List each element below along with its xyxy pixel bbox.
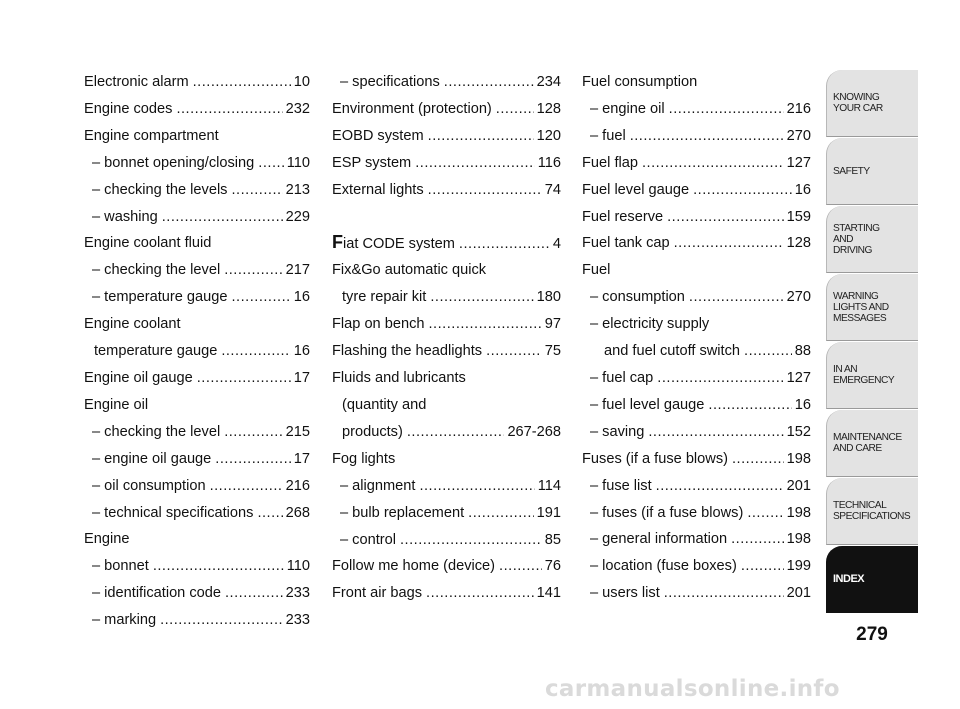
entry-page-number: 128 [536, 100, 561, 117]
entry-page-number: 127 [786, 369, 811, 386]
index-entry [332, 69, 561, 96]
entry-label: Engine coolant fluid [84, 235, 212, 252]
leader-dots [231, 177, 282, 204]
leader-dots [664, 580, 784, 607]
entry-page-number: 216 [786, 100, 811, 117]
entry-page-number: 110 [286, 154, 310, 171]
index-entry [582, 257, 811, 284]
entry-page-number: 216 [285, 477, 310, 494]
index-entry [582, 69, 811, 96]
entry-label: Engine compartment [84, 127, 219, 144]
index-entry [84, 580, 310, 607]
entry-label: Fuel tank cap [582, 235, 670, 252]
leader-dots [153, 553, 284, 580]
entry-label: – technical specifications [92, 504, 254, 521]
index-entry [84, 96, 310, 123]
entry-label: Front air bags [332, 585, 423, 602]
entry-label: – engine oil [590, 100, 665, 117]
entry-label: Flap on bench [332, 316, 425, 333]
entry-label: – location (fuse boxes) [590, 558, 737, 575]
entry-label: products) [342, 423, 403, 440]
entry-label: Fuel flap [582, 154, 638, 171]
leader-dots [689, 284, 784, 311]
index-entry [84, 553, 310, 580]
index-entry [84, 177, 310, 204]
leader-dots [669, 96, 784, 123]
tab-label: KNOWING YOUR CAR [833, 92, 883, 114]
tab-label: IN AN EMERGENCY [833, 364, 895, 386]
leader-dots [428, 123, 534, 150]
entry-page-number: 268 [285, 504, 310, 521]
index-entry [582, 230, 811, 257]
leader-dots [258, 150, 283, 177]
index-entry [84, 204, 310, 231]
index-entry [332, 96, 561, 123]
tab-safety[interactable] [826, 138, 918, 205]
entry-label: – identification code [92, 585, 221, 602]
leader-dots [415, 150, 535, 177]
index-entry [332, 500, 561, 527]
entry-label: Fuel level gauge [582, 181, 690, 198]
leader-dots [224, 419, 282, 446]
leader-dots [176, 96, 282, 123]
entry-page-number: 16 [293, 343, 310, 360]
index-entry [84, 365, 310, 392]
leader-dots [708, 392, 791, 419]
tab-label: SAFETY [833, 165, 870, 177]
index-entry [84, 257, 310, 284]
entry-label: – checking the level [92, 262, 221, 279]
leader-dots [747, 500, 783, 527]
index-entry [84, 338, 310, 365]
entry-page-number: 114 [537, 477, 561, 494]
tab-index[interactable] [826, 546, 918, 613]
entry-page-number: 75 [544, 343, 561, 360]
entry-label: – temperature gauge [92, 289, 228, 306]
tab-technical[interactable] [826, 478, 918, 545]
leader-dots [428, 177, 542, 204]
entry-page-number: 16 [293, 289, 310, 306]
leader-dots [667, 204, 784, 231]
index-entry [332, 150, 561, 177]
entry-label: – engine oil gauge [92, 450, 212, 467]
entry-page-number: 76 [544, 558, 561, 575]
entry-page-number: 198 [786, 531, 811, 548]
entry-page-number: 180 [536, 289, 561, 306]
tab-starting[interactable] [826, 206, 918, 273]
entry-label: – general information [590, 531, 728, 548]
entry-label: and fuel cutoff switch [604, 343, 741, 360]
tab-label: INDEX [833, 572, 865, 585]
entry-page-number: 198 [786, 450, 811, 467]
entry-label: Environment (protection) [332, 100, 492, 117]
leader-dots [741, 553, 784, 580]
entry-label: – marking [92, 612, 157, 629]
entry-page-number: 233 [285, 585, 310, 602]
index-entry [84, 311, 310, 338]
entry-page-number: 110 [286, 558, 310, 575]
entry-label: – fuel level gauge [590, 396, 705, 413]
entry-page-number: 217 [285, 262, 310, 279]
leader-dots [221, 338, 290, 365]
entry-label: – users list [590, 585, 660, 602]
entry-label: – bonnet opening/closing [92, 154, 255, 171]
entry-page-number: 229 [285, 208, 310, 225]
entry-page-number: 191 [536, 504, 561, 521]
leader-dots [224, 257, 282, 284]
leader-dots [459, 231, 550, 258]
entry-label: – saving [590, 423, 645, 440]
index-entry [582, 500, 811, 527]
index-entry [582, 177, 811, 204]
index-entry [582, 284, 811, 311]
leader-dots [419, 473, 534, 500]
entry-label: – fuse list [590, 477, 652, 494]
leader-dots [657, 365, 783, 392]
entry-page-number: 213 [285, 181, 310, 198]
leader-dots [648, 419, 783, 446]
entry-page-number: 128 [786, 235, 811, 252]
entry-page-number: 88 [794, 343, 811, 360]
entry-label: – washing [92, 208, 158, 225]
page-number: 279 [856, 624, 888, 645]
index-entry [332, 123, 561, 150]
index-entry [332, 177, 561, 204]
entry-label: temperature gauge [94, 343, 218, 360]
entry-label: – fuel cap [590, 369, 654, 386]
entry-page-number: 199 [786, 558, 811, 575]
tab-label: STARTING AND DRIVING [833, 222, 880, 256]
entry-page-number: 234 [536, 74, 561, 90]
entry-page-number: 16 [794, 396, 811, 413]
entry-page-number: 215 [285, 423, 310, 440]
entry-label: – checking the level [92, 423, 221, 440]
entry-label: – control [340, 531, 396, 548]
index-entry [582, 150, 811, 177]
index-entry [84, 392, 310, 419]
index-entry [332, 365, 561, 392]
entry-page-number: 233 [285, 612, 310, 629]
index-entry [582, 392, 811, 419]
leader-dots [429, 311, 542, 338]
entry-page-number: 141 [536, 585, 561, 602]
leader-dots [732, 446, 784, 473]
entry-label: Fuel [582, 262, 611, 279]
entry-page-number: 270 [786, 127, 811, 144]
index-entry [84, 473, 310, 500]
entry-label: Engine coolant [84, 316, 181, 333]
leader-dots [257, 500, 282, 527]
index-entry [332, 231, 561, 258]
tab-label: TECHNICAL SPECIFICATIONS [833, 500, 911, 522]
index-entry [332, 257, 561, 284]
leader-dots [642, 150, 784, 177]
index-entry [582, 446, 811, 473]
entry-page-number: 85 [544, 531, 561, 548]
index-entry [84, 150, 310, 177]
leader-dots [744, 338, 792, 365]
entry-page-number: 97 [544, 316, 561, 333]
section-gap [332, 204, 561, 231]
index-entry [84, 446, 310, 473]
leader-dots [193, 69, 291, 96]
leader-dots [693, 177, 792, 204]
leader-dots [426, 580, 534, 607]
index-entry [582, 123, 811, 150]
leader-dots [210, 473, 283, 500]
entry-page-number: 17 [293, 450, 310, 467]
entry-label: – checking the levels [92, 181, 228, 198]
entry-page-number: 74 [544, 181, 561, 198]
entry-label: Fuel reserve [582, 208, 664, 225]
entry-label: tyre repair kit [342, 289, 427, 306]
entry-label: – consumption [590, 289, 685, 306]
leader-dots [630, 123, 784, 150]
index-entry [582, 365, 811, 392]
index-entry [84, 500, 310, 527]
entry-page-number: 127 [786, 154, 811, 171]
leader-dots [499, 553, 542, 580]
entry-label: – fuses (if a fuse blows) [590, 504, 744, 521]
entry-label: EOBD system [332, 127, 424, 144]
index-column-1 [84, 69, 310, 634]
index-entry [332, 553, 561, 580]
tab-maintenance[interactable] [826, 410, 918, 477]
index-entry [332, 284, 561, 311]
index-entry [582, 96, 811, 123]
entry-label: External lights [332, 181, 424, 198]
entry-label: Engine oil [84, 396, 149, 413]
index-column-2 [332, 69, 561, 607]
entry-label: Fluids and lubricants [332, 370, 466, 387]
leader-dots [400, 527, 542, 554]
tab-warning[interactable] [826, 274, 918, 341]
index-entry [582, 473, 811, 500]
watermark: carmanualsonline.info [545, 676, 840, 702]
leader-dots [731, 526, 784, 553]
entry-page-number: 201 [786, 477, 811, 494]
entry-label: – oil consumption [92, 477, 206, 494]
tab-emergency[interactable] [826, 342, 918, 409]
index-entry [582, 580, 811, 607]
entry-label: Engine codes [84, 100, 173, 117]
index-entry [332, 311, 561, 338]
index-entry [332, 446, 561, 473]
index-entry [84, 123, 310, 150]
entry-page-number: 198 [786, 504, 811, 521]
index-entry [582, 526, 811, 553]
tab-label: MAINTENANCE AND CARE [833, 432, 902, 454]
entry-page-number: 10 [293, 74, 310, 90]
entry-label: – bulb replacement [340, 504, 465, 521]
leader-dots [225, 580, 283, 607]
entry-label: – bonnet [92, 558, 149, 575]
entry-label: – fuel [590, 127, 626, 144]
entry-page-number: 270 [786, 289, 811, 306]
index-entry [582, 338, 811, 365]
index-entry [84, 607, 310, 634]
entry-label: – specifications [340, 74, 440, 90]
leader-dots [162, 204, 283, 231]
entry-label: Engine oil gauge [84, 369, 193, 386]
entry-page-number: 201 [786, 585, 811, 602]
index-entry [332, 580, 561, 607]
entry-page-number: 267-268 [507, 423, 561, 440]
entry-label: – alignment [340, 477, 416, 494]
index-entry [84, 230, 310, 257]
leader-dots [430, 284, 533, 311]
leader-dots [656, 473, 784, 500]
leader-dots [160, 607, 283, 634]
entry-label: Fiat CODE system [332, 231, 455, 252]
index-entry [332, 419, 561, 446]
index-column-3 [582, 69, 811, 607]
index-entry [582, 311, 811, 338]
entry-label: Fog lights [332, 450, 396, 467]
entry-label: ESP system [332, 154, 412, 171]
index-entry [332, 338, 561, 365]
leader-dots [407, 419, 505, 446]
leader-dots [496, 96, 534, 123]
leader-dots [197, 365, 291, 392]
leader-dots [215, 446, 290, 473]
leader-dots [444, 69, 534, 96]
entry-label: Fix&Go automatic quick [332, 262, 487, 279]
index-entry [84, 419, 310, 446]
entry-page-number: 159 [786, 208, 811, 225]
entry-label: Flashing the headlights [332, 343, 483, 360]
entry-label: (quantity and [342, 396, 427, 413]
entry-page-number: 16 [794, 181, 811, 198]
index-entry [332, 473, 561, 500]
index-entry [332, 527, 561, 554]
entry-label: Engine [84, 531, 130, 548]
entry-page-number: 232 [285, 100, 310, 117]
entry-page-number: 4 [552, 235, 561, 252]
entry-page-number: 17 [293, 369, 310, 386]
index-entry [84, 284, 310, 311]
entry-page-number: 152 [786, 423, 811, 440]
tab-knowing[interactable] [826, 70, 918, 137]
entry-label: Electronic alarm [84, 74, 189, 90]
leader-dots [674, 230, 784, 257]
entry-label: Fuel consumption [582, 74, 698, 90]
entry-page-number: 116 [537, 154, 561, 171]
index-entry [582, 204, 811, 231]
entry-label: Follow me home (device) [332, 558, 496, 575]
leader-dots [468, 500, 534, 527]
index-entry [582, 419, 811, 446]
index-entry [84, 69, 310, 96]
entry-label: – electricity supply [590, 316, 710, 333]
index-entry [84, 526, 310, 553]
leader-dots [486, 338, 542, 365]
index-entry [582, 553, 811, 580]
tab-label: WARNING LIGHTS AND MESSAGES [833, 290, 889, 324]
entry-label: Fuses (if a fuse blows) [582, 450, 728, 467]
entry-page-number: 120 [536, 127, 561, 144]
leader-dots [232, 284, 291, 311]
index-entry [332, 392, 561, 419]
